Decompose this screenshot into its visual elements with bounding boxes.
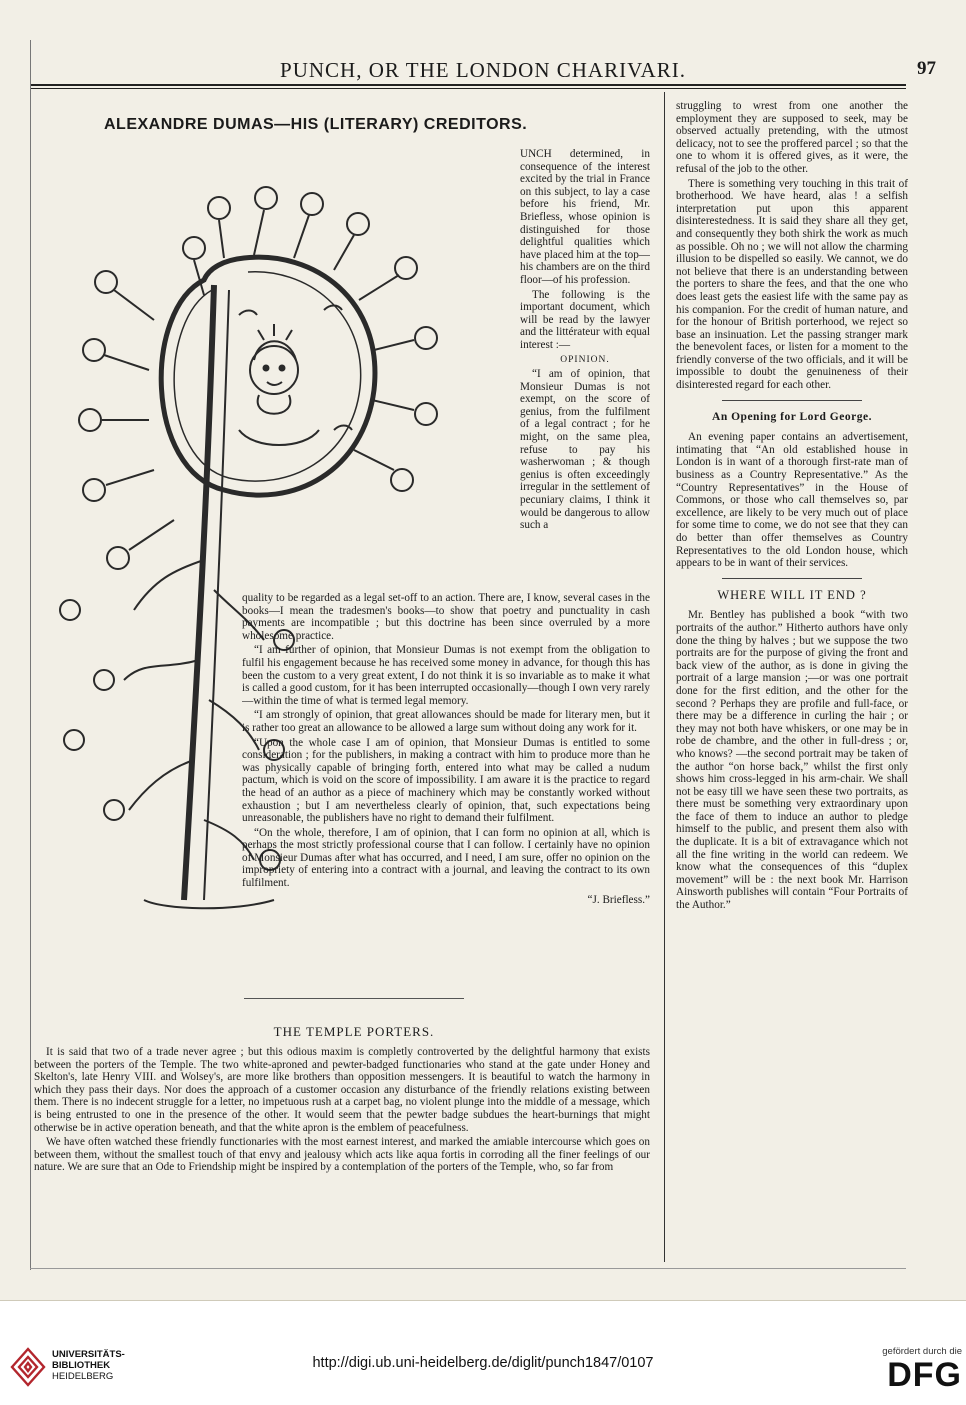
dumas-signature: “J. Briefless.” <box>587 893 650 906</box>
temple-continued-p2: There is something very touching in this trait of brotherhood. We have heard, alas ! a selfish interpretation put upon this apparent disinterestedness. It is said they share all they get, and consequently they both shirk the work as much as possible. Oh no ; we will not allow the charming illusion to be dispelled so easily. We cannot, we do not believe that there is an understanding between the porters to share the fees, and that the one who does least gets the easiest life with the same pay as his companion. For the credit of human nature, and for the honour of British porterhood, we reject so base an insinuation. Let the passing stranger mark the benevolent faces, or listen for a moment to the friendly converse of the two officials, and it will be impossible to doubt the genuineness of their disinterested regard for each other. <box>676 177 908 392</box>
where-text: Mr. Bentley has published a book “with two portraits of the author.” Hitherto authors have only done the thing by halves ; but we suppose the two portraits are for the purpose of giving the front and back view of the author, as is done in giving the portrait of a large mansion ;—or was one portrait done for the first edition, and the other for the second ? Perhaps they are profile and full-face, or there may be a difference in curling the hair ; or they may not both have whiskers, or one may be in robe de chambre, and the other in full-dress ; or, who knows? —the second portrait may be taken of the author “on horse back,” whilst the first only shows him cross-legged in his arm-chair. We shall not be easy till we have seen these two portraits, as there must be something very extraordinary upon the face of them to induce an author to pledge himself to the public, and present them also with the duplicate. It is a bit of extravagance which not all the fine writing in the world can redeem. We know what the consequences of this “duplex movement” will be : the next book Mr. Harrison Ainsworth publishes will contain “Four Portraits of the Author.” <box>676 609 908 912</box>
temple-continued-p1: struggling to wrest from one another the employment they are supposed to seek, may be observed actually pretending, with the utmost delicacy, not to see the proffered parcel ; so that the one to whom it is offered gives, as it were, the refusal of the job to the other. <box>676 100 908 175</box>
header-rule-thin <box>30 88 906 89</box>
column-divider <box>722 578 861 579</box>
dumas-intro-p2: The following is the important document, which will be read by the lawyer and the littérateur with equal interest :— <box>520 288 650 351</box>
page-left-border <box>30 40 31 1270</box>
article-title-temple: THE TEMPLE PORTERS. <box>273 1024 435 1039</box>
page-bottom-rule <box>30 1268 906 1269</box>
opening-title: An Opening for Lord George. <box>712 410 872 423</box>
temple-paragraph: We have often watched these friendly functionaries with the most earnest interest, and marked the amiable intercourse which goes on between them, without the smallest touch of that envy and jealousy which acts like aqua fortis in corroding all the finer feelings of our nature. We are sure that an Ode to Friendship might be inspired by a contemplation of the porters of the Temple, who, so far from <box>34 1136 650 1174</box>
dumas-intro-p1: UNCH determined, in consequence of the interest excited by the trial in France on this subject, to lay a case before his friend, Mr. Briefless, whose opinion is distinguished for those delightful qualities which have placed him at the top—his chambers are on the third floor—of his profession. <box>520 148 650 286</box>
temple-column <box>34 1046 650 1258</box>
right-column <box>676 100 908 1260</box>
page-number: 97 <box>917 58 936 79</box>
dumas-intro-column <box>520 148 650 608</box>
column-rule <box>664 92 665 1262</box>
dumas-paragraph: quality to be regarded as a legal set-off to an action. There are, I know, several cases in the books—I mean the tradesmen's books—to show that poetry and punctuality in cash payments are incompatible ; but this doctrine has been since overruled by a more wholesome practice. <box>242 592 650 642</box>
column-divider <box>722 400 861 401</box>
masthead-title: PUNCH, OR THE LONDON CHARIVARI. <box>280 58 686 82</box>
where-title: WHERE WILL IT END ? <box>717 587 867 602</box>
dumas-body-column <box>242 592 650 978</box>
opinion-start: “I am of opinion, that Monsieur Dumas is not exempt, on the score of genius, from the fulfilment of a legal contract ; for he might, on the same plea, refuse to pay his washerwoman ; & though genius is often exceedingly irregular in the settlement of pecuniary claims, I think it would be dangerous to allow such a <box>520 368 650 532</box>
dumas-paragraph: “I am further of opinion, that Monsieur Dumas is not exempt from the obligation to fulfil his engagement because he has received some money in advance, for though this has been the custom to a very great extent, I do not think it is so invariable as to make it what is called a good custom, for it has been interrupted occasionally—though I own very rarely—within the time of what is termed legal memory. <box>242 644 650 707</box>
dumas-paragraph: “I am strongly of opinion, that great allowances should be made for literary men, but it is rather too great an allowance to be allowed a large sum without doing any work for it. <box>242 709 650 734</box>
library-seal-icon <box>10 1345 46 1389</box>
library-line: UNIVERSITÄTS- <box>52 1349 125 1360</box>
dumas-paragraph: “On the whole, therefore, I am of opinion, that I can form no opinion at all, which is perhaps the most strictly professional course that I can follow. I certainly have no opinion of Monsieur Dumas after what has occurred, and I need, I am sure, offer no opinion on the impropriety of entering into a contract with a journal, and leaving the contract to its own fulfilment. <box>242 826 650 890</box>
library-line: HEIDELBERG <box>52 1371 114 1382</box>
article-title-dumas: ALEXANDRE DUMAS—HIS (LITERARY) CREDITORS. <box>104 116 528 133</box>
dfg-wordmark: DFG <box>887 1356 962 1394</box>
dumas-paragraph: “Upon the whole case I am of opinion, that Monsieur Dumas is entitled to some consideration ; for the publishers, in making a contract with him to produce more than he was physically capable of bringing forth, entered into what may be called a nudum pactum, which is void on the score of impossibility. I am aware it is the practice to regard the head of an author as a piece of machinery which may be constantly worked without exhaustion ; but I am nevertheless clearly of opinion, that, such expectations being unreasonable, the publishers have no right to demand their fulfilment. <box>242 736 650 825</box>
library-line: BIBLIOTHEK <box>52 1360 111 1371</box>
temple-paragraph: It is said that two of a trade never agree ; but this odious maxim is completly controverted by the delightful harmony that exists between the porters of the Temple. The two white-aproned and pewter-badged functionaries who stand at the gate under Honey and Skelton's, late Henry VIII. and Wolsey's, are more like brothers than opposition messengers. It is beautiful to watch the harmony in which they pass their days. Nor does the approach of a customer occasion any disturbance of the friendly relations existing between them. There is no indecent struggle for a letter, no impetuous rush at a carpet bag, no violent plunge into the middle of a message, which is being entrusted to one in the presence of the other. It would seem that the pewter badge subdues the heart-burnings that might otherwise be in active operation beneath, and that the white apron is the emblem of peacefulness. <box>34 1046 650 1134</box>
opinion-heading: OPINION. <box>560 354 610 365</box>
funding-caption: gefördert durch die <box>882 1346 962 1357</box>
library-logo <box>10 1345 160 1395</box>
source-url-link[interactable]: http://digi.ub.uni-heidelberg.de/diglit/punch1847/0107 <box>312 1355 654 1371</box>
page-header <box>30 58 936 82</box>
dfg-logo <box>836 1346 962 1400</box>
header-rule <box>30 84 906 86</box>
opening-text: An evening paper contains an advertisement, intimating that “An old established house in London is in want of a thorough first-rate man of business as a Country Representative.” As the “Country Representatives” in the House of Commons, or those who call themselves so, par excellence, are likely to be very much out of place for some time to come, we do not see that they can do better than offer themselves as Country Representatives to the old London house, which appears to be in want of their services. <box>676 431 908 570</box>
section-divider <box>244 998 464 999</box>
